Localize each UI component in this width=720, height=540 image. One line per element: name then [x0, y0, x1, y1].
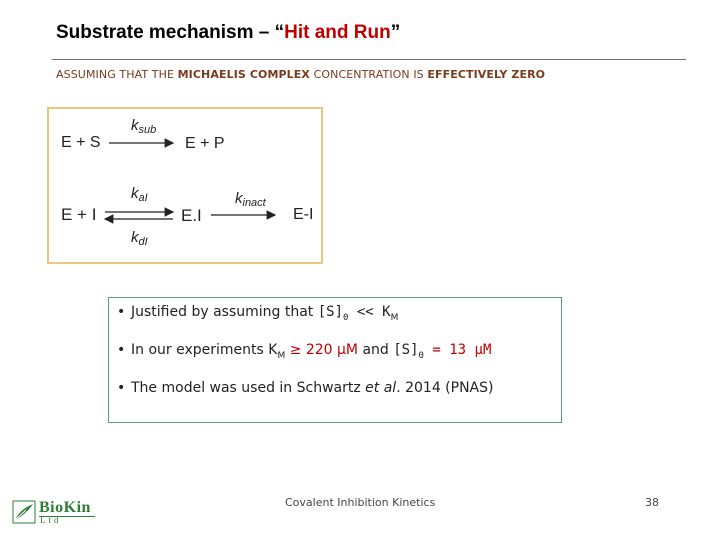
- bullet: •: [117, 342, 126, 358]
- note2-s0-value: = 13 µM: [423, 342, 492, 358]
- subtitle-part1: ASSUMING THAT THE: [56, 68, 178, 81]
- subtitle-part2: CONCENTRATION IS: [309, 68, 428, 81]
- subtitle-bold2: EFFECTIVELY ZERO: [427, 68, 546, 81]
- biokin-logo: [12, 498, 92, 526]
- note-line-2: [117, 342, 491, 361]
- bullet: •: [117, 380, 126, 396]
- note1-relation: << K: [348, 304, 391, 320]
- logo-name: BioKin: [39, 499, 91, 516]
- note2-and: and: [358, 342, 394, 358]
- title-prefix: Substrate mechanism – “: [56, 22, 285, 43]
- title-suffix: ”: [390, 22, 401, 43]
- notes-box: [108, 297, 562, 423]
- k-di-subscript: dI: [138, 236, 148, 248]
- note1-km-sub: M: [390, 312, 399, 323]
- reactants-substrate: E + S: [61, 134, 101, 151]
- k-di-label: [131, 229, 148, 248]
- covalent-adduct: E-I: [293, 206, 314, 223]
- note2-text: In our experiments K: [131, 342, 278, 358]
- reaction-arrows: [49, 109, 321, 262]
- note2-km-sub: M: [277, 350, 286, 361]
- note1-s0: [S]: [317, 304, 344, 320]
- reaction-scheme: [47, 107, 323, 264]
- k-di-base: k: [131, 229, 139, 246]
- subtitle: [56, 68, 545, 81]
- k-ai-label: [131, 185, 148, 204]
- products: E + P: [185, 135, 225, 152]
- title-highlight: Hit and Run: [284, 22, 391, 43]
- logo-leaf-icon: [12, 500, 36, 524]
- page-title: [56, 22, 400, 44]
- subtitle-bold1: MICHAELIS COMPLEX: [177, 68, 310, 81]
- note2-s0: [S]: [393, 342, 419, 358]
- note-line-1: [117, 304, 398, 323]
- k-ai-base: k: [131, 185, 139, 202]
- k-sub-label: [131, 117, 156, 136]
- k-inact-subscript: inact: [242, 197, 266, 209]
- page-number: 38: [645, 496, 659, 509]
- reactants-inhibitor: E + I: [61, 205, 97, 224]
- k-sub-subscript: sub: [138, 124, 157, 136]
- note3-text: The model was used in Schwartz: [131, 380, 366, 396]
- note1-text: Justified by assuming that: [131, 304, 318, 320]
- note2-km-value: ≥ 220 µM: [285, 342, 358, 358]
- footer-title: Covalent Inhibition Kinetics: [285, 496, 436, 509]
- note1-s0-sub: 0: [343, 312, 349, 323]
- k-inact-label: [235, 190, 266, 209]
- bullet: •: [117, 304, 126, 320]
- k-ai-subscript: aI: [138, 192, 148, 204]
- k-sub-base: k: [131, 117, 139, 134]
- note2-s0-sub: 0: [418, 350, 424, 361]
- k-inact-base: k: [235, 190, 243, 207]
- note3-rest: . 2014 (PNAS): [396, 380, 494, 396]
- noncovalent-complex: E.I: [181, 206, 202, 225]
- note-line-3: [117, 380, 494, 396]
- note3-etal: et al: [365, 380, 397, 396]
- title-divider: [52, 59, 686, 60]
- logo-sub: Ltd: [40, 515, 62, 525]
